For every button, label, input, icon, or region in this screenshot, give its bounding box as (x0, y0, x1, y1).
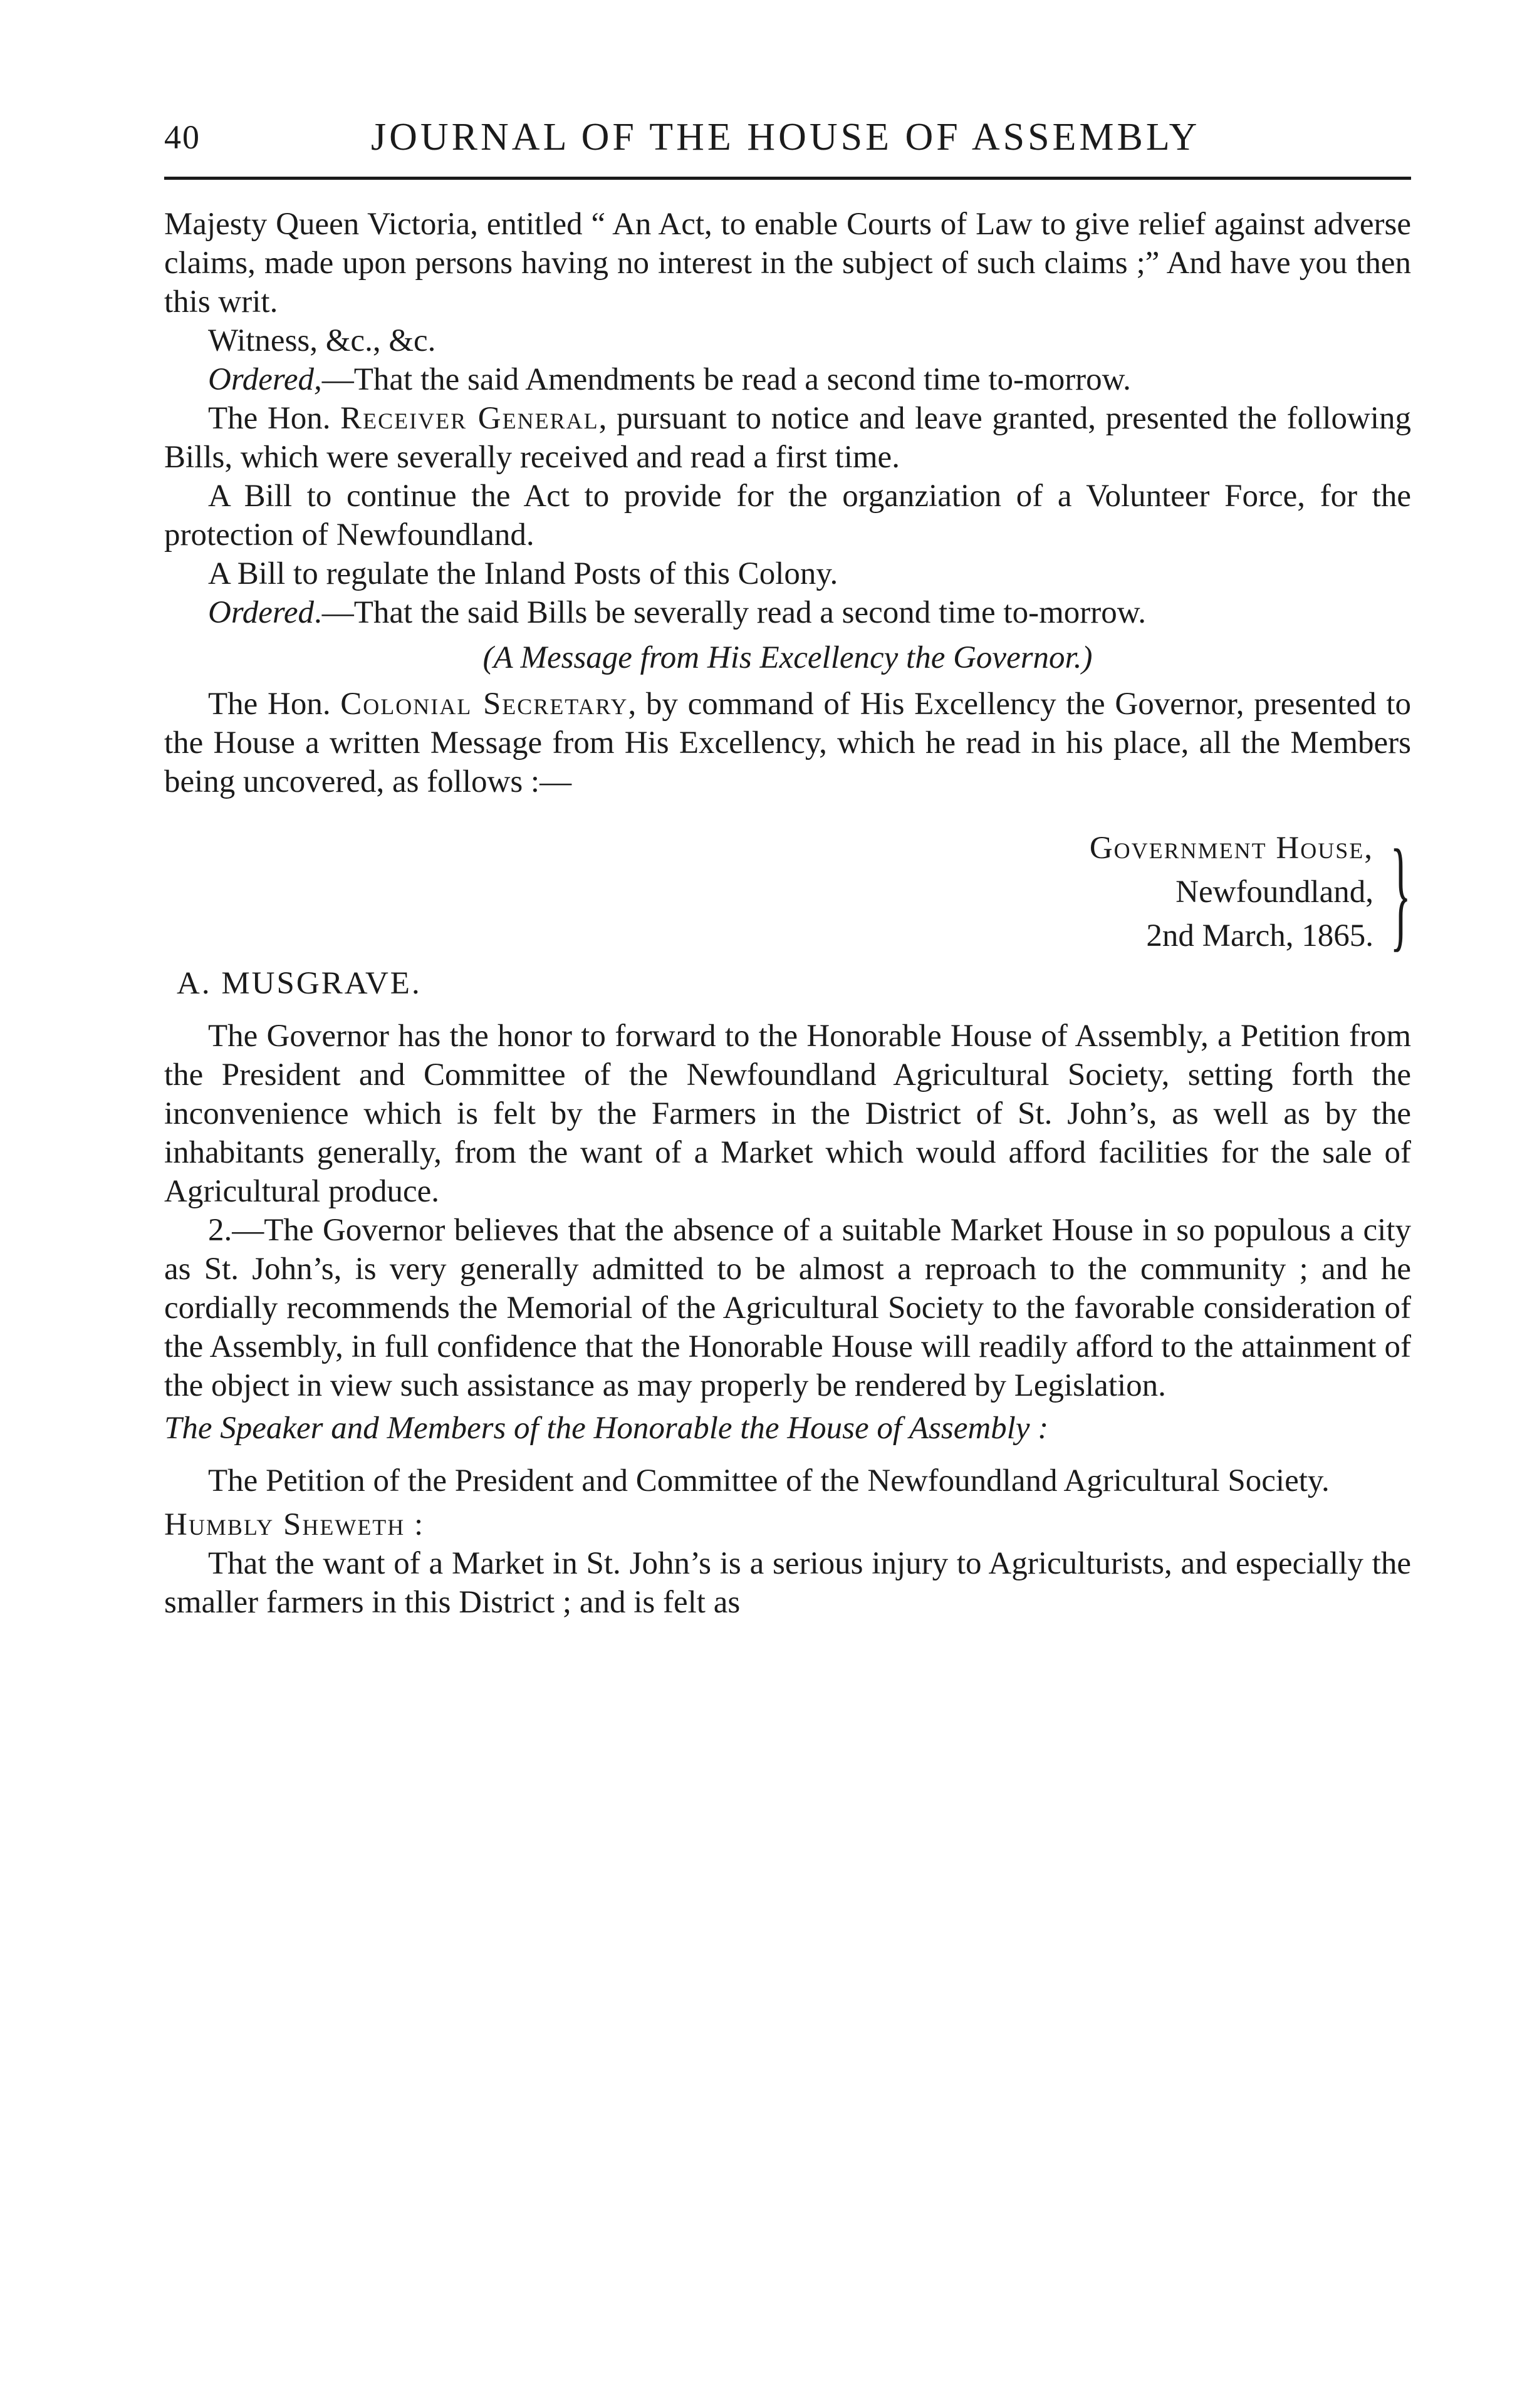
page-number: 40 (164, 118, 201, 156)
paragraph-want-of-market: That the want of a Market in St. John’s is a serious injury to Agriculturists, and especially the smaller farmers in this District ; and is felt as (164, 1546, 1411, 1620)
signature-name: A. MUSGRAVE. (177, 966, 422, 1001)
ordered-label: Ordered, (208, 362, 322, 397)
page-header (164, 110, 1411, 173)
paragraph-bill-volunteer-force: A Bill to continue the Act to provide for the organziation of a Volunteer Force, for the protection of Newfoundland. (164, 479, 1411, 553)
document-page (164, 110, 1411, 1622)
ordered-text: —That the said Amendments be read a second time to-morrow. (321, 362, 1131, 397)
dateline-region: Newfoundland, (1175, 874, 1373, 910)
paragraph-bill-inland-posts: A Bill to regulate the Inland Posts of this Colony. (208, 556, 838, 591)
paragraph-writ-continuation: Majesty Queen Victoria, entitled “ An Act, to enable Courts of Law to give relief against adverse claims, made upon persons having no interest in the subject of such claims ;” And have you then this writ. (164, 207, 1411, 319)
paragraph-colonial-secretary (164, 685, 1411, 801)
humbly-sheweth: Humbly Sheweth : (164, 1507, 425, 1542)
office-title: Colonial Secretary (340, 687, 628, 722)
address-to-speaker: The Speaker and Members of the Honorable the House of Assembly : (164, 1411, 1049, 1446)
text-run: The Hon. (208, 687, 341, 722)
brace-glyph: } (1390, 824, 1411, 963)
dateline-place: Government House, (1089, 831, 1373, 866)
dateline-block (164, 826, 1411, 964)
running-title: JOURNAL OF THE HOUSE OF ASSEMBLY (371, 116, 1201, 158)
spacer (164, 1448, 1411, 1461)
spacer (164, 1003, 1411, 1017)
paragraph-governor-forward: The Governor has the honor to forward to the Honorable House of Assembly, a Petition from the President and Committee of the Newfoundland Agricultural Society, setting forth the inconvenience which is felt by the Farmers in the District of St. John’s, as well as by the inhabitants generally, from the want of a Market which would afford facilities for the sale of Agricultural produce. (164, 1019, 1411, 1209)
paragraph-governor-believes: 2.—The Governor believes that the absence of a suitable Market House in so populous a city as St. John’s, is very generally admitted to be almost a reproach to the community ; and he cordially recommends the Memorial of the Agricultural Society to the favorable consideration of the Assembly, in full confidence that the Honorable House will readily afford to the attainment of the object in view such assistance as may properly be rendered by Legislation. (164, 1213, 1411, 1403)
message-heading: (A Message from His Excellency the Governor.) (482, 640, 1093, 675)
header-rule (164, 177, 1411, 180)
paragraph-petition-title: The Petition of the President and Committee of the Newfoundland Agricultural Society. (208, 1463, 1330, 1498)
paragraph-ordered-amendments (164, 360, 1411, 399)
ordered-label: Ordered (208, 595, 315, 630)
paragraph-witness: Witness, &c., &c. (208, 323, 436, 358)
dateline (1090, 826, 1373, 958)
paragraph-receiver-general (164, 399, 1411, 477)
text-run: , by command of His Excellency the Governor, presented to the House a written Message from His Excellency, which he read in his place, all the Members being uncovered, as follows :— (164, 687, 1411, 799)
text-run: The Hon. (208, 401, 341, 436)
paragraph-ordered-bills (164, 593, 1411, 632)
dateline-date: 2nd March, 1865. (1146, 918, 1373, 953)
office-title: Receiver General (340, 401, 599, 436)
ordered-text: .—That the said Bills be severally read a second time to-morrow. (314, 595, 1146, 630)
text-run: , pursuant to notice and leave granted, presented the following Bills, which were severally received and read a first time. (164, 401, 1411, 475)
